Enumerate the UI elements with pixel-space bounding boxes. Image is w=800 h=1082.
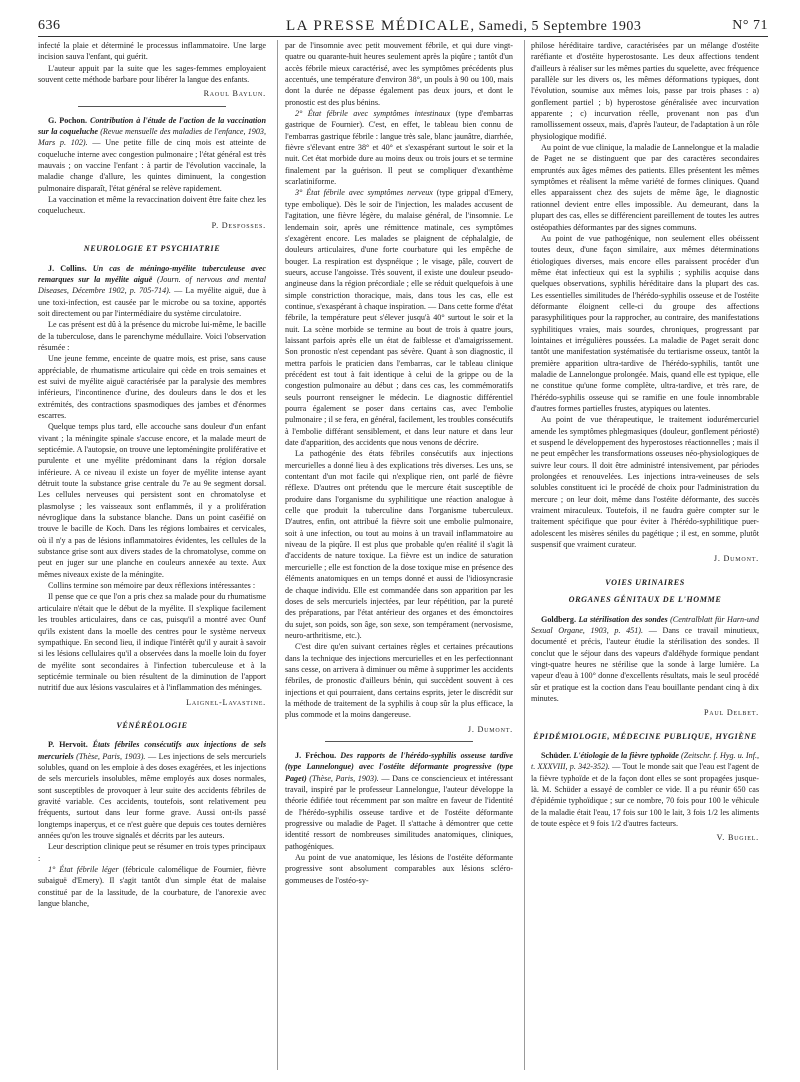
article-goldberg: [531, 614, 759, 705]
paragraph: Au point de vue clinique, la maladie de Lannelongue et la maladie de Paget ne se distinguent que par des caractères secondaires empruntés aux âges mêmes des patients. Elles présentent les mêmes symptômes et réalisent la même variété de formes cliniques. Quand elles apparaissent chez des sujets de même âge, le diagnostic rationnel devient entre elles impossible. Au demeurant, dans la plupart des cas, elles se différencient pareillement de toutes les autres ostéopathies déformantes par des signes communs.: [531, 143, 759, 232]
article-title: Contribution à l'étude de l'action de la vaccination sur la coqueluche: [38, 115, 266, 137]
paragraph: Quelque temps plus tard, elle accouche sans douleur d'un enfant vivant ; la méningite spinale s'accuse encore, et la malade meurt de septicémie. A l'autopsie, on trouve une leptoméningite proliférative et purulente et une myélite prédominant dans la région dorsale inférieure. A ce niveau il existe un foyer de myélite intense ayant détruit toute la substance grise centrale du 7e au 9e segment dorsal. Les cellules nerveuses qui persistent sont en chromatolyse et plasmolyse ; les vaisseaux sont enflammés, il y a prolifération névroglique dans la substance blanche. Dans un point caséifié on trouve le bacille de Koch. Dans les régions lombaires et cervicales, où il n'y a pas de lésions inflammatoires évidentes, les cellules de la substance grise sont aux divers stades de la chromatolyse, comme on peut en juger sur une planche en couleurs annexée au texte. Aux mêmes niveaux existe de la méningite.: [38, 422, 266, 579]
section-heading: NEUROLOGIE ET PSYCHIATRIE: [83, 244, 221, 254]
paragraph: La pathogénie des états fébriles consécutifs aux injections mercurielles a donné lieu à des explications très diverses. Les uns, se contentant d'un mot facile qui n'explique rien, ont parlé de fièvre réflexe. D'autres ont prétendu que le mercure était susceptible de produire dans l'organisme du syphilitique une réaction analogue à celle que produit la tuberculine dans l'organisme tuberculeux. D'autres, enfin, ont attribué la fièvre soit une embolie pulmonaire, soit à une infection, ou tout au moins à un travail inflammatoire au niveau de la piqûre. Il est plus que probable qu'en réalité il s'agit là d'accidents de nature toxique. La fièvre est un indice de saturation mercurielle ; elle est fonction de la dose toxique mise en présence des éléments anatomiques en un temps donné et aussi de l'idiosyncrasie de chaque individu. Elle est commandée dans son apparition par les doses de sels mercuriels injectées, par leur répétition, par la pureté des préparations, par l'état antérieur des organes et des émonctoires du sujet, son poids, son âge, son sexe, son tempérament (nervosisme, neuro-arthritisme, etc.).: [285, 449, 513, 640]
column-2: [285, 40, 513, 1070]
paragraph: Au point de vue anatomique, les lésions de l'ostéite déformante progressive sont absolument comparables aux lésions scléro-gommeuses de l'ostéo-sy-: [285, 853, 513, 885]
paragraph: infecté la plaie et déterminé le processus inflammatoire. Une large incision sauva l'enfant, qui guérit.: [38, 41, 266, 62]
page-header: [38, 10, 768, 38]
paragraph: [285, 187, 513, 448]
article-title: États fébriles consécutifs aux injections de sels mercuriels: [38, 740, 266, 761]
article-reference: (Centralblatt für Harn-und Sexual Organe, 1903, p. 451).: [531, 614, 759, 635]
article-author: G. Pochon.: [48, 115, 88, 125]
article-title: L'étiologie de la fièvre typhoïde: [573, 750, 679, 760]
issue-date: Samedi, 5 Septembre 1903: [478, 19, 642, 34]
journal-name: LA PRESSE MÉDICALE: [286, 18, 471, 34]
paragraph: C'est dire qu'en suivant certaines règles et certaines précautions dans la technique des injections mercurielles et en les perfectionnant sans cesse, on arrivera à diminuer ou même à supprimer les accidents fébriles, de pronostic d'ailleurs bénin, qui succèdent souvent à ces injections et qui pourraient, dans certains esprits, jeter le discrédit sur la méthode de traitement de la syphilis à coup sûr la plus efficace, la plus commode et la moins dangereuse.: [285, 642, 513, 720]
paragraph: Il pense que ce que l'on a pris chez sa malade pour du rhumatisme articulaire n'était que le début de la myélite. Il s'explique facilement les troubles articulaires, dans ce cas, puisqu'il a montré avec Ounf qu'ils existent dans la moelle des centres pour le système nerveux sympathique. En second lieu, il indique l'intérêt qu'il y aurait à savoir si les lésions cellulaires qu'il a observées dans la moelle loin du foyer de myélite sont secondaires à l'infection tuberculeuse et à la septicémie terminale ou bien résultent de la diminution de l'apport nutritif due aux lésions vasculaires et à l'inflammation des méninges.: [38, 592, 266, 693]
author-signature: J. Dumont.: [713, 554, 759, 564]
author-signature: P. Desfosses.: [211, 220, 266, 230]
article-body: — Les injections de sels mercuriels solubles, quand on les emploie à des doses exagérées, et les injections de sels mercuriels insolubles, même employés aux doses normales, sont susceptibles de provoquer à leur suite des accidents fébriles de gravité variable. Ces accidents, toutefois, sont relativement peu fréquents, surtout dans leur forme grave. Aussi ont-ils passé longtemps inaperçus, et ce n'est guère que depuis ces toutes dernières années qu'on les trouve signalés et décrits par les auteurs.: [38, 751, 266, 840]
author-signature: Laignel-Lavastine.: [186, 697, 266, 707]
article-pochon: G. Pochon. Contribution à l'étude de l'action de la vaccination sur la coqueluche (Revue mensuelle des maladies de l'enfance, 1903, Mars p. 102). — Une petite fille de cinq mois est atteinte de coqueluche interne avec congestion pulmonaire ; l'état général est très mauvais ; on vaccine l'enfant : à partir de l'évolution vaccinale, la maladie change d'allure, les quintes diminuent, la congestion pulmonaire disparaît, l'état général se relève rapidement.: [38, 115, 266, 193]
article-author: Goldberg.: [541, 614, 576, 624]
divider: [325, 741, 473, 742]
section-subheading: ORGANES GÉNITAUX DE L'HOMME: [568, 595, 722, 605]
article-schuder: [531, 750, 759, 829]
paragraph: Leur description clinique peut se résumer en trois types principaux :: [38, 842, 266, 863]
paragraph: [285, 108, 513, 187]
section-heading: ÉPIDÉMIOLOGIE, MÉDECINE PUBLIQUE, HYGIÈNE: [533, 731, 757, 741]
paragraph: Au point de vue pathogénique, non seulement elles obéissent toutes deux, d'une façon similaire, aux mêmes déterminations étiologiques diverses, mais encore elles paraissent procéder d'un même état infectieux qui est la syphilis ; syphilis acquise dans quelques observations, syphilis héréditaire dans la plupart des cas. Les essentielles similitudes de l'hérédo-syphilis osseuse et de l'ostéite déformante éloignent celle-ci du groupe des affections parasyphilitiques pour la rapprocher, au contraire, des manifestations syphilitiques vraies, mais sourdes, chroniques, progressant par lointaines et irrégulières poussées. La maladie de Paget serait donc tantôt une manifestation systématisée du tertiarisme osseux, tantôt la première apparition ultra-tardive de l'hérédo-syphilis, tantôt une maladie de Lannelongue prolongée. Mais, quand elle est typique, elle ne constitue qu'une forme complète, ultra-tardive, et très rare, de l'hérédo-syphilis osseuse qui se ramifie en une foule innombrable d'autres formes partielles frustes, atypiques ou latentes.: [531, 233, 759, 413]
article-reference: (Revue mensuelle des maladies de l'enfance, 1903, Mars p. 102).: [38, 127, 266, 148]
paragraph-text: (fébricule calomélique de Fournier, fièvre subaiguë d'Emery). Il s'agit tantôt d'un simple état de malaise constitué par de la lassitude, de la courbature, de l'anorexie avec langue blanche,: [38, 865, 266, 909]
article-reference: (Thèse, Paris, 1903).: [309, 773, 379, 783]
issue-number: N° 71: [732, 18, 768, 33]
paragraph: [38, 864, 266, 909]
paragraph-text: (type d'embarras gastrique de Fournier). C'est, en effet, le tableau bien connu de l'embarras gastrique fébrile : langue très sale, blanc jaunâtre, diarrhée, fièvre s'élevant entre 38° et 40° et s'exaspérant surtout le soir et la nuit. Cet état morbide dure au moins deux ou trois jours et se termine finalement par la guérison. Il peut se compliquer d'exanthème scarlatiniforme.: [285, 109, 513, 187]
paragraph: L'auteur appuit par la suite que les sages-femmes employaient souvent cette méthode barbare pour libérer la langue des enfants.: [38, 63, 266, 85]
article-body: — Dans ce consciencieux et intéressant travail, inspiré par le professeur Lannelongue, l'auteur développe la théorie édifiée tout récemment par son maître en faveur de l'identité de l'hérédo-syphilis osseuse tardive et de l'ostéite déformante progressive ou maladie de Paget. Il s'attache à démontrer que cette identité ressort de nombreuses similitudes anatomiques, cliniques, pathogéniques.: [285, 773, 513, 851]
paragraph-text: (type grippal d'Emery, type embolique). Dès le soir de l'injection, les malades accusent de l'agitation, une fièvre légère, du malaise général, de l'insomnie. Le lendemain soir, après une rémittence matinale, ces symptômes s'exagèrent encore. Les malades se plaignent de céphalalgie, de douleurs articulaires, d'une forte courbature qui les empêche de bouger. La respiration est dyspnéique ; le visage, pâle, couvert de sueurs, accuse l'angoisse. Très souvent, il existe une douleur pseudo-angineuse dans la région précordiale ; elle se réduit quelquefois à une simple constriction thoracique, mais, dans tous les cas, elle est continue, s'exaspérant à chaque inspiration. — Dans cette forme d'état fébrile, la température peut s'élever jusqu'à 40° surtout le soir et la nuit. La scène morbide se termine au bout de trois à quatre jours, laissant parfois après elle un état de faiblesse et d'amaigrissement. Son pronostic n'est cependant pas sévère. Quant à son diagnostic, il mettra parfois le praticien dans l'embarras, car le tableau clinique précédent est tout à fait identique à celui de la grippe ou de la congestion pulmonaire au début ; dans ces cas, les commémoratifs seuls pourront renseigner le médecin. Le diagnostic différentiel pourra également se poser dans certains cas, avec l'embolie pulmonaire ; il se fera, en général, facilement, les troubles consécutifs à l'embolie différant sensiblement, et dans leur nature et dans leur date d'apparition, des accidents que nous venons de décrire.: [285, 188, 513, 448]
paragraph-label: 2° État fébrile avec symptômes intestinaux: [295, 109, 451, 119]
author-signature: Paul Delbet.: [703, 708, 759, 718]
paragraph: par de l'insomnie avec petit mouvement fébrile, et qui dure vingt-quatre ou quarante-huit heures seulement après la piqûre ; tantôt d'un accès fébrile mieux caractérisé, avec les symptômes précédents plus accentués, une température d'environ 38°, un pouls à 90 ou 100, mais dont la durée ne dépasse également pas deux jours, et dont le pronostic est des plus bénins.: [285, 41, 513, 107]
article-title: Des rapports de l'hérédo-syphilis osseuse tardive (type Lannelongue) avec l'ostéite déformante progressive (type Paget): [285, 750, 513, 783]
article-reference: (Journ. of nervous and mental Diseases, Décembre 1902, p. 705-714).: [38, 274, 266, 296]
article-title: Un cas de méningo-myélite tuberculeuse avec remarques sur la myélite aiguë: [38, 263, 266, 284]
section-heading: VÉNÉRÉOLOGIE: [116, 720, 188, 730]
journal-title: LA PRESSE MÉDICALE, Samedi, 5 Septembre 1903: [286, 18, 642, 34]
paragraph-label: 1° État fébrile léger: [48, 865, 119, 875]
author-signature: V. Bugiel.: [716, 833, 759, 843]
article-title: La stérilisation des sondes: [578, 614, 668, 624]
author-signature: J. Dumont.: [467, 724, 513, 734]
article-reference: (Zeitschr. f. Hyg. u. Inf., t. XXXVIII, p. 342-352).: [531, 750, 759, 772]
header-rule: [38, 36, 768, 37]
divider: [78, 106, 226, 107]
section-heading: VOIES URINAIRES: [605, 577, 685, 587]
paragraph: Au point de vue thérapeutique, le traitement iodurémercuriel amende les symptômes phlegmasiques (douleur, gonflement périosté) et suspend le développement des hyperostoses réactionnelles ; mais il ne peut empêcher les transformations osseuses néo-physiologiques de suivre leur cours. Il doit être administré intensivement, par périodes prolongées et renouvelées. Les injections intra-veineuses de sels solubles constituent ici le procédé de choix pour l'administration du mercure ; on leur doit, même dans l'ostéite déformante, des succès vraiment miraculeux. Toutefois, il ne faudra guère compter sur le traitement spécifique que pour éviter à l'hérédo-syphilitique puer-adolescent les misères séniles du pagétique ; il est, en somme, plutôt suspensif que vraiment curateur.: [531, 415, 759, 550]
paragraph: Le cas présent est dû à la présence du microbe lui-même, le bacille de la tuberculose, dans le parenchyme médullaire. Voici l'observation résumée :: [38, 320, 266, 352]
article-collins: [38, 263, 266, 320]
page-number: 636: [38, 18, 61, 33]
column-3: [531, 40, 759, 1070]
article-reference: (Thèse, Paris, 1903).: [76, 751, 146, 761]
paragraph: Une jeune femme, enceinte de quatre mois, est prise, sans cause appréciable, de rhumatisme articulaire qui cède en trois semaines et est suivi de myélite aiguë caractérisée par la paralysie des membres inférieurs, l'incontinence d'urine, des douleurs dans le dos et les extrémités, des contractions spasmodiques des jambes et d'énormes escarres.: [38, 354, 266, 420]
article-body: — Dans ce travail minutieux, documenté et précis, l'auteur étudie la stérilisation des sondes. Il conclut que le séjour dans des vapeurs d'aldéhyde formique pendant vingt-quatre heures ne stérilise que la sonde à large lumière. La vapeur d'eau à 100° donne d'excellents résultats, mais le seul procédé sûr et pratique est la coction dans l'eau bouillante pendant cinq à dix minutes.: [531, 625, 759, 703]
article-author: P. Hervoit.: [48, 740, 88, 750]
paragraph-label: 3° État fébrile avec symptômes nerveux: [295, 188, 433, 198]
paragraph: philose héréditaire tardive, caractérisées par un mélange d'ostéite raréfiante et d'ostéite hyperostosante. Les deux affections tendent d'ailleurs à réaliser sur les mêmes parties du squelette, avec fréquence parallèle sur les divers os, les mêmes déformations typiques, dont l'évolution, soumise aux mêmes lois, passe par trois phases : a) gonflement partiel ; b) hyperostose généralisée avec incurvation apparente ; c) incurvation réelle, provenant non pas d'un ramollissement osseux, mais, d'après l'auteur, de l'adaptation à un rôle physiologique modifié.: [531, 41, 759, 141]
article-author: J. Collins.: [48, 263, 87, 273]
column-divider: [524, 40, 525, 1070]
article-author: Schüder.: [541, 750, 572, 760]
article-hervoit: [38, 739, 266, 841]
article-body: — Tout le monde sait que l'eau est l'agent de la fièvre typhoïde et de la façon dont elles se sont propagées jusque-là. M. Schüder a essayé de combler ce vide. Il a pu réunir 650 cas d'épidémie typhoïdique ; sur ce nombre, 70 fois pour 100 le véhicule de la maladie était l'eau, 17 fois sur 100 le lait, 3 fois 1/2 les aliments de toute espèce et 9 fois 1/2 d'autres facteurs.: [531, 762, 759, 828]
author-signature: Raoul Baylun.: [203, 89, 266, 99]
article-body: — La myélite aiguë, due à une toxi-infection, est causée par le microbe ou sa toxine, apportés soit directement ou par l'intermédiaire du système circulatoire.: [38, 286, 266, 318]
article-frechou: [285, 750, 513, 852]
column-divider: [277, 40, 278, 1070]
article-author: J. Fréchou.: [295, 750, 337, 760]
paragraph: La vaccination et même la revaccination doivent être faite chez les coquelucheux.: [38, 195, 266, 216]
column-1: [38, 40, 266, 1070]
article-body: Une petite fille de cinq mois est atteinte de coqueluche interne avec congestion pulmonaire ; l'état général est très mauvais ; on vaccine l'enfant : à partir de l'évolution vaccinale, la maladie change d'allure, les quintes diminuent, la congestion pulmonaire disparaît, l'état général se relève rapidement.: [38, 138, 266, 193]
paragraph: Collins termine son mémoire par deux réflexions intéressantes :: [48, 581, 256, 591]
